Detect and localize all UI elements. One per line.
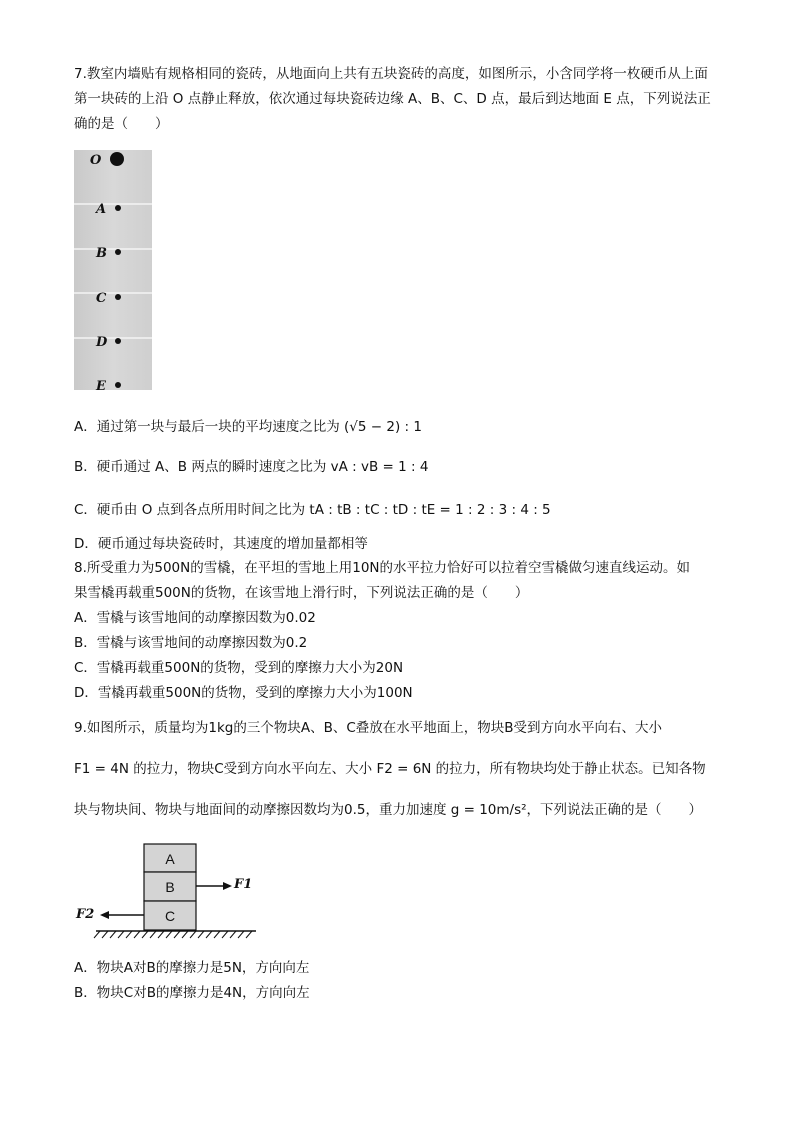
block-stack-diagram	[74, 838, 264, 944]
point-a-dot	[115, 205, 121, 211]
q7-option-d[interactable]: D．硬币通过每块瓷砖时，其速度的增加量都相等	[74, 536, 368, 552]
q7-stem-line2: 第一块砖的上沿 O 点静止释放，依次通过每块瓷砖边缘 A、B、C、D 点，最后到达地面 E 点，下列说法正	[74, 91, 711, 107]
force-f1-arrowhead	[223, 882, 232, 890]
q7-stem-line1: 7.教室内墙贴有规格相同的瓷砖，从地面向上共有五块瓷砖的高度，如图所示，小含同学将一枚硬币从上面	[74, 66, 708, 82]
force-f1-label: F1	[234, 877, 253, 892]
coin-icon	[110, 152, 124, 166]
tile-wall-diagram	[74, 150, 154, 390]
force-f2-label: F2	[76, 907, 95, 922]
q7-option-b[interactable]: B．硬币通过 A、B 两点的瞬时速度之比为 vA : vB = 1 : 4	[74, 459, 429, 475]
q7-option-c[interactable]: C．硬币由 O 点到各点所用时间之比为 tA : tB : tC : tD : tE = 1 : 2 : 3 : 4 : 5	[74, 502, 551, 518]
q9-stem-line3: 块与物块间、物块与地面间的动摩擦因数均为0.5，重力加速度 g = 10m/s²，下列说法正确的是（ ）	[74, 802, 703, 818]
label-o: O	[90, 153, 102, 168]
label-c: C	[96, 291, 107, 306]
q7-option-a[interactable]: A．通过第一块与最后一块的平均速度之比为 (√5 − 2) : 1	[74, 419, 422, 435]
q8-option-c[interactable]: C．雪橇再载重500N的货物，受到的摩擦力大小为20N	[74, 660, 404, 676]
ground-hatching	[94, 931, 252, 938]
q8-option-a[interactable]: A．雪橇与该雪地间的动摩擦因数为0.02	[74, 610, 316, 626]
point-e-dot	[115, 382, 121, 388]
block-b-label: B	[165, 879, 175, 895]
point-d-dot	[115, 338, 121, 344]
label-a: A	[96, 202, 107, 217]
force-f2-arrowhead	[100, 911, 109, 919]
block-c-label: C	[164, 908, 176, 924]
point-b-dot	[115, 249, 121, 255]
label-b: B	[96, 246, 107, 261]
q9-option-a[interactable]: A．物块A对B的摩擦力是5N，方向向左	[74, 960, 310, 976]
block-stack-figure	[74, 838, 264, 944]
block-a-label: A	[165, 851, 175, 867]
q8-option-d[interactable]: D．雪橇再载重500N的货物，受到的摩擦力大小为100N	[74, 685, 413, 701]
q8-stem-line1: 8.所受重力为500N的雪橇，在平坦的雪地上用10N的水平拉力恰好可以拉着空雪橇做匀速直线运动。如	[74, 560, 691, 576]
point-c-dot	[115, 294, 121, 300]
label-e: E	[96, 379, 106, 390]
q7-stem-line3: 确的是（ ）	[74, 116, 169, 132]
q9-stem-line1: 9.如图所示，质量均为1kg的三个物块A、B、C叠放在水平地面上，物块B受到方向水平向右、大小	[74, 720, 663, 736]
q8-stem-line2: 果雪橇再载重500N的货物，在该雪地上滑行时，下列说法正确的是（ ）	[74, 585, 529, 601]
q9-stem-line2: F1 = 4N 的拉力，物块C受到方向水平向左、大小 F2 = 6N 的拉力，所有物块均处于静止状态。已知各物	[74, 761, 706, 777]
wall-background	[74, 150, 152, 390]
label-d: D	[96, 335, 108, 350]
q8-option-b[interactable]: B．雪橇与该雪地间的动摩擦因数为0.2	[74, 635, 308, 651]
q9-option-b[interactable]: B．物块C对B的摩擦力是4N，方向向左	[74, 985, 310, 1001]
tile-wall-figure	[74, 150, 154, 390]
